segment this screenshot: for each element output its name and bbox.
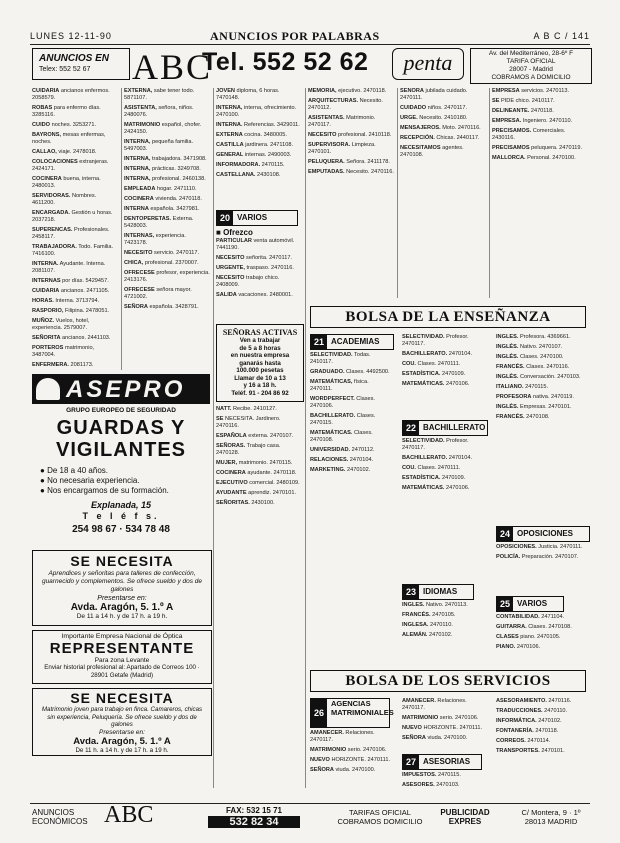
asepro-logo: ASEPRO [66, 376, 186, 403]
classified-listing: ARQUITECTURAS. Necesito. 2470112. [308, 98, 383, 111]
classified-listing: INTERNA. Ayudante. Interna. 2081107. [32, 261, 106, 274]
footer-phone: 532 82 34 [208, 816, 300, 828]
classified-listing: CLASES piano. 2470105. [496, 634, 561, 640]
varios-listings [496, 614, 588, 664]
classified-listing: SUPERVISORA. Limpieza. 2470101. [308, 142, 376, 155]
classified-listing: NECESITO trabajo chico. 2408009. [216, 275, 280, 288]
classified-listing: EMPUTADAS. Necesito. 2470116. [308, 169, 394, 175]
asepro-phones: 254 98 67 · 534 78 48 [72, 524, 170, 535]
category-varios [216, 210, 298, 226]
classified-listing: INTERNA española. 3427981. [124, 206, 200, 212]
classified-listing: INGLÉS. Nativo. 2470113. [402, 602, 468, 608]
footer-address [514, 808, 588, 826]
classified-listing: SEÑORITA ancianos. 2441103. [32, 335, 111, 341]
classified-listing: ESPAÑOLA externa. 2470107. [216, 433, 294, 439]
servicios-listings-3 [496, 698, 588, 796]
category-number: 24 [497, 527, 513, 541]
anuncios-box [32, 48, 130, 80]
bolsa-ensenanza-title: BOLSA DE LA ENSEÑANZA [310, 306, 586, 328]
classified-listing: MATEMÁTICAS, física. 2470111. [310, 379, 369, 392]
category-agencias [310, 698, 394, 728]
classified-column-1 [32, 88, 118, 370]
category-varios-2 [496, 596, 564, 612]
classified-listing: ESTADÍSTICA. 2470109. [402, 475, 466, 481]
classified-listing: RECEPCIÓN. Chicas. 2440117. [400, 135, 480, 141]
classified-column-2 [124, 88, 210, 350]
classified-listing: JOVEN diploma, 6 horas. 7470148. [216, 88, 280, 101]
classified-listing: ASESORES. 2470103. [402, 782, 460, 788]
classified-listing: INTERNA, prácticas. 3249708. [124, 166, 201, 172]
classified-listing: INFORMÁTICA. 2470102. [496, 718, 562, 724]
classified-listing: FRANCÉS. Clases. 2470116. [496, 364, 570, 370]
classified-listing: SELECTIVIDAD. Profesor. 2470117. [402, 334, 469, 347]
footer-fax: FAX: 532 15 71 [225, 806, 283, 815]
anuncios-label: ANUNCIOS EN [39, 53, 110, 64]
classified-listing: SEÑORA viuda. 2470100. [402, 735, 468, 741]
classified-listing: SE PIDE chico. 2410117. [492, 98, 555, 104]
classified-listing: CASTILLA jardinera. 2471108. [216, 142, 293, 148]
classified-listing: DENTOPERETAS. Externa. 5428003. [124, 216, 194, 229]
vigilantes-heading: VIGILANTES [55, 439, 186, 461]
classified-listing: UNIVERSIDAD. 2470112. [310, 447, 375, 453]
senoras-line: 100.000 pesetas [236, 367, 284, 374]
classified-listing: EMPRESA servicios. 2470113. [492, 88, 570, 94]
classified-listing: GUITARRA. Clases. 2470108. [496, 624, 572, 630]
category-label: VARIOS [517, 599, 548, 608]
classified-listing: EMPLEADA hogar. 2471110. [124, 186, 197, 192]
classified-listing: SUPERENCAS. Profesionales. 2458117. [32, 227, 110, 240]
asepro-ad [32, 374, 210, 544]
classified-listing: INGLESA. 2470110. [402, 622, 453, 628]
addr-line: TARIFA OFICIAL [506, 58, 556, 65]
classified-listing: URGENTE, traspaso. 2470116. [216, 265, 294, 271]
oposiciones-listings [496, 544, 588, 594]
footer-line: PUBLICIDAD [440, 808, 490, 817]
necesita-body: Aprendices y señoritas para talleres de confección, guarnecido y complementos. Se ofrece sueldo y dos de galones [41, 570, 203, 593]
classified-column-3 [216, 88, 302, 206]
classified-listing: GENERAL internas. 2490003. [216, 152, 292, 158]
category-label: AGENCIAS MATRIMONIALES [331, 699, 394, 717]
classified-listing: BACHILLERATO. 2470104. [402, 351, 473, 357]
classified-listing: SEÑORA viuda. 2470100. [310, 767, 376, 773]
classified-listing: CHICA, profesional. 2370007. [124, 260, 199, 266]
classified-listing: COLOCACIONES extranjeras. 2424171. [32, 159, 109, 172]
bachillerato-listings [402, 438, 486, 578]
classified-listing: ASISTENTA, señora, niños. 2480076. [124, 105, 194, 118]
classified-column-3b [216, 238, 302, 318]
agencias-listings [310, 730, 394, 790]
classified-listing: AMANECER. Relaciones. 2470117. [310, 730, 375, 743]
senoras-line: ganarás hasta [239, 359, 281, 367]
necesita-address: Avda. Aragón, 5. 1.º A [70, 602, 174, 613]
classified-listing: INTERNA, pequeña familia. 5497003. [124, 139, 194, 152]
category-number: 22 [403, 421, 419, 435]
classified-listing: EMPRESA. Ingeniero. 2470110. [492, 118, 573, 124]
footer-publicidad [430, 808, 500, 826]
classified-listing: INGLÉS. Conversación. 2470103. [496, 374, 581, 380]
classified-listing: OFRECESE señora mayor. 4721002. [124, 287, 192, 300]
classified-listing: AYUDANTE aprendiz. 2470101. [216, 490, 297, 496]
classified-listing: FONTANERÍA. 2470118. [496, 728, 559, 734]
classified-listing: BACHILLERATO. 2470104. [402, 455, 473, 461]
classified-listing: SEÑORAS. Trabajo casa. 2470128. [216, 443, 281, 456]
asepro-subtitle: GRUPO EUROPEO DE SEGURIDAD [66, 407, 176, 414]
category-oposiciones [496, 526, 590, 542]
necesita-hours: De 11 a 14 h. y de 17 h. a 19 h. [76, 613, 168, 620]
category-number: 20 [217, 211, 233, 225]
classified-listing: URGE. Necesito. 2410180. [400, 115, 468, 121]
classified-listing: ASESORAMIENTO. 2470116. [496, 698, 572, 704]
ensenanza-listings-3 [496, 334, 588, 520]
category-number: 23 [403, 585, 419, 599]
necesita-title: SE NECESITA [70, 553, 174, 569]
senoras-line: Ven a trabajar [239, 337, 281, 344]
classified-listing: GRADUADO. Clases. 4492500. [310, 369, 390, 375]
classified-listing: MENSAJEROS. Moto. 2470116. [400, 125, 481, 131]
footer-tarifas [330, 808, 430, 826]
footer-anuncios [32, 808, 88, 826]
classified-listing: INTERNAS por días. 5429457. [32, 278, 109, 284]
classified-listing: INTERNA, profesional. 2460138. [124, 176, 206, 182]
footer-line: C/ Montera, 9 · 1º [521, 808, 581, 817]
header-page: A B C / 141 [533, 31, 590, 41]
asepro-street: Explanada, 15 [90, 500, 152, 510]
category-label: OPOSICIONES [517, 529, 574, 538]
servicios-listings-2 [402, 698, 486, 748]
page-footer [30, 803, 590, 830]
addr-line: Av. del Mediterráneo, 28-6º F [488, 50, 574, 57]
academias-listings [310, 352, 390, 612]
classified-listing: PARTICULAR venta automóvil. 7441190. [216, 238, 295, 251]
senoras-line: Teléf. 91 - 204 86 92 [231, 389, 289, 397]
classified-listing: PELUQUERA. Señora. 2411178. [308, 159, 390, 165]
classified-listing: INGLÉS. Empresas. 2470101. [496, 404, 572, 410]
se-necesita-ad-1 [32, 550, 212, 626]
necesita-pres: Presentarse en: [99, 728, 145, 736]
classified-listing: INTERNA, interna, ofrecimiento. 2470100. [216, 105, 297, 118]
ensenanza-listings-2 [402, 334, 486, 414]
classified-listing: CUIDADO niños. 2470117. [400, 105, 468, 111]
optica-line: Para zona Levante [94, 657, 150, 664]
classified-listing: IMPUESTOS. 2470115. [402, 772, 461, 778]
category-number: 21 [311, 335, 327, 349]
asepro-bullets: ● De 18 a 40 años. ● No necesaria experiencia. ● Nos encargamos de su formación. [40, 466, 169, 495]
classified-listing: ENFERMERA. 2081173. [32, 362, 94, 368]
category-bachillerato [402, 420, 488, 436]
footer-line: TARIFAS OFICIAL [349, 808, 411, 817]
optica-line: Importante Empresa Nacional de Óptica [61, 633, 183, 640]
category-academias [310, 334, 394, 350]
classified-listing: PRECISAMOS. Comerciales. 2430116. [492, 128, 566, 141]
necesita-address: Avda. Aragón, 5. 1.º A [73, 735, 171, 747]
classified-listing: SE NECESITA. Jardinero. 2470116. [216, 416, 281, 429]
classified-listing: SEÑORA jubilada cuidado. 2470111. [400, 88, 468, 101]
necesita-title: SE NECESITA [70, 690, 174, 706]
classified-listing: OFRECESE profesor, experiencia. 2413176. [124, 270, 210, 283]
classified-listing: COU. Clases. 2470111. [402, 361, 461, 367]
bolsa-servicios-title: BOLSA DE LOS SERVICIOS [310, 670, 586, 692]
asesorias-listings [402, 772, 486, 796]
classified-listing: NECESITAMOS agentes. 2470108. [400, 145, 464, 158]
classified-listing: MUÑOZ. Vuelos, hotel, experiencia. 2579007. [32, 318, 90, 331]
classified-column-4 [308, 88, 394, 298]
classified-column-5 [400, 88, 486, 298]
classified-listing: BAYRONS, mesas enfermas, noches. [32, 132, 106, 145]
classified-listing: COCINERA buena, interna. 2480013. [32, 176, 101, 189]
classified-listing: COCINERA ayudante. 2470118. [216, 470, 297, 476]
necesita-body: Matrimonio joven para trabajo en finca. Camareros, chicas sin experiencia, Peluquería. Se ofrece sueldo y dos de galones [41, 706, 203, 728]
classified-listing: BACHILLERATO. Clases. 2470115. [310, 413, 376, 426]
classified-listing: ENCARGADA. Gestión u horas. 2037218. [32, 210, 113, 223]
classified-column-3c [216, 406, 302, 786]
classified-listing: MALLORCA. Personal. 2470100. [492, 155, 576, 161]
asepro-bullet: Nos encargamos de su formación. [47, 486, 169, 495]
senoras-activas-ad [216, 324, 304, 402]
classified-listing: NECESITO señorita. 2470117. [216, 255, 292, 261]
classified-listing: ALEMÁN. 2470102. [402, 632, 453, 638]
classified-listing: FRANCÉS. 2470105. [402, 612, 456, 618]
guardas-heading: GUARDAS Y [56, 417, 186, 439]
representante-ad [32, 630, 212, 684]
newspaper-page [30, 28, 590, 828]
footer-line: ANUNCIOS [32, 808, 75, 817]
header-date: LUNES 12-11-90 [30, 31, 112, 41]
classified-listing: DELINEANTE. 2470118. [492, 108, 554, 114]
classified-listing: SEÑORA española. 3428791. [124, 304, 199, 310]
senoras-line: y 16 a 18 h. [243, 382, 277, 389]
classified-listing: MATEMÁTICAS. Clases. 2470108. [310, 430, 373, 443]
classified-listing: FRANCÉS. 2470108. [496, 414, 550, 420]
senoras-title: SEÑORAS ACTIVAS [222, 328, 298, 337]
top-banner [32, 47, 588, 87]
classified-listing: INGLÉS. Clases. 2470100. [496, 354, 564, 360]
classified-listing: PORTEROS matrimonio, 3487004. [32, 345, 95, 358]
classified-listing: SEÑORITAS. 2430100. [216, 500, 275, 506]
se-necesita-ad-2 [32, 688, 212, 756]
classified-listing: CASTELLANA. 2430108. [216, 172, 281, 178]
ofrezco-heading: ■ Ofrezco [216, 228, 253, 237]
classified-listing: NATT. Recibe. 2410127. [216, 406, 277, 412]
classified-listing: COU. Clases. 2470111. [402, 465, 461, 471]
banner-phone: Tel. 552 52 62 [202, 48, 369, 76]
classified-listing: RASPORIO, Filipina. 2478051. [32, 308, 110, 314]
senoras-body [217, 337, 303, 397]
classified-listing: CONTABILIDAD. 2471104. [496, 614, 565, 620]
classified-listing: CUIDARIA ancianos. 2471105. [32, 288, 110, 294]
footer-line: COBRAMOS DOMICILIO [337, 817, 423, 826]
category-label: IDIOMAS [423, 587, 458, 596]
penta-logo: penta [392, 48, 464, 80]
header-title: ANUNCIOS POR PALABRAS [210, 29, 380, 43]
classified-listing: INGLÉS. Profesora. 4369661. [496, 334, 571, 340]
classified-listing: WORDPERFECT. Clases. 2470106. [310, 396, 375, 409]
category-label: ASESORIAS [423, 757, 471, 766]
anuncios-telex: Telex: 552 52 67 [39, 66, 91, 73]
necesita-pres: Presentarse en: [97, 595, 147, 602]
classified-listing: EJECUTIVO comercial. 2480109. [216, 480, 300, 486]
category-number: 27 [403, 755, 419, 769]
classified-listing: SALIDA vacaciones. 2480001. [216, 292, 293, 298]
addr-line: 28007 - Madrid [509, 66, 553, 73]
category-label: ACADEMIAS [331, 337, 380, 346]
footer-line: EXPRES [448, 817, 482, 826]
classified-listing: TRABAJADORA. Todo. Familia. 7416100. [32, 244, 114, 257]
classified-listing: PRECISAMOS peluquera. 2470119. [492, 145, 583, 151]
classified-listing: INTERNA, trabajadora. 3471908. [124, 156, 207, 162]
classified-listing: CALLAO, viaje. 2478018. [32, 149, 97, 155]
senoras-line: Llamar de 10 a 13 [234, 374, 286, 382]
footer-abc-logo: ABC [104, 802, 154, 828]
classified-listing: POLICÍA. Preparación. 2470107. [496, 554, 579, 560]
classified-listing: ASISTENTAS. Matrimonio. 2470117. [308, 115, 376, 128]
ofrezco-label: Ofrezco [223, 228, 253, 237]
classified-listing: TRANSPORTES. 2470101. [496, 748, 565, 754]
classified-listing: CORREOS. 2470114. [496, 738, 551, 744]
classified-listing: INTERNA. Referencias. 3429011. [216, 122, 300, 128]
classified-listing: MATEMÁTICAS. 2470106. [402, 485, 470, 491]
classified-listing: SELECTIVIDAD. Todas. 2410117. [310, 352, 371, 365]
classified-listing: EXTERNA, sabe tener todo. 5871107. [124, 88, 195, 101]
classified-listing: ROBAS para enfermo días. 3285116. [32, 105, 101, 118]
optica-line: Enviar historial profesional al: Apartado de Correos 100 · 28901 Getafe (Madrid) [44, 664, 200, 679]
classified-listing: ITALIANO. 2470115. [496, 384, 549, 390]
classified-listing: NECESITO profesional. 2410118. [308, 132, 392, 138]
senoras-line: de 5 a 8 horas [239, 344, 281, 352]
classified-listing: ESTADÍSTICA. 2470109. [402, 371, 466, 377]
asepro-tel-label: T e l é f s. [82, 511, 160, 521]
classified-listing: PROFESORA nativa. 2470119. [496, 394, 574, 400]
classified-listing: INGLÉS. Nativo. 2470107. [496, 344, 563, 350]
classified-listing: MARKETING. 2470102. [310, 467, 371, 473]
footer-line: 28013 MADRID [524, 817, 578, 826]
asepro-bullet: De 18 a 40 años. [47, 466, 108, 475]
category-label: BACHILLERATO [423, 423, 486, 432]
classified-listing: HORAS. Interna. 3713794. [32, 298, 100, 304]
footer-line: ECONÓMICOS [32, 817, 88, 826]
classified-listing: INFORMADORA. 2470115. [216, 162, 285, 168]
representante-heading: REPRESENTANTE [49, 640, 195, 657]
classified-listing: EXTERNA cocina. 3480005. [216, 132, 287, 138]
classified-listing: PIANO. 2470106. [496, 644, 541, 650]
necesita-hours: De 11 h. a 14 h. y de 17 h. a 19 h. [75, 746, 169, 754]
addr-line: COBRAMOS A DOMICILIO [491, 74, 571, 81]
classified-listing: CUIDARIA ancianos enfermos. 2058579. [32, 88, 110, 101]
classified-listing: RELACIONES. 2470104. [310, 457, 374, 463]
classified-listing: SERVIDORAS. Nombres. 4611200. [32, 193, 97, 206]
classified-listing: MATRIMONIO serio. 2470106. [402, 715, 479, 721]
classified-listing: MATEMÁTICAS. 2470106. [402, 381, 470, 387]
classified-listing: SELECTIVIDAD. Profesor. 2470117. [402, 438, 469, 451]
classified-listing: OPOSICIONES. Justicia. 2470111. [496, 544, 583, 550]
asepro-bullet: No necesaria experiencia. [47, 476, 140, 485]
penta-address [470, 48, 592, 84]
classified-listing: NUEVO HORIZONTE. 2470111. [310, 757, 391, 763]
classified-listing: INTERNAS, experiencia. 7423178. [124, 233, 186, 246]
abc-logo: ABC [132, 47, 213, 87]
classified-listing: TRADUCCIONES. 2470110. [496, 708, 568, 714]
category-idiomas [402, 584, 474, 600]
category-asesorias [402, 754, 482, 770]
page-header [30, 28, 590, 45]
classified-listing: MEMORIA, ejecutivo. 2470118. [308, 88, 387, 94]
classified-listing: MATRIMONIO español, chofer. 2424150. [124, 122, 202, 135]
classified-column-6 [492, 88, 588, 298]
classified-listing: AMANECER. Relaciones. 2470117. [402, 698, 467, 711]
classified-listing: NECESITO servicio. 2470117. [124, 250, 200, 256]
classified-listing: CUIDO noches. 3253271. [32, 122, 97, 128]
category-number: 25 [497, 597, 513, 611]
category-label: VARIOS [237, 213, 268, 222]
classified-listing: MUJER, matrimonio. 2470115. [216, 460, 293, 466]
classified-listing: NUEVO HORIZONTE. 2470111. [402, 725, 483, 731]
classified-listing: COCINERA vivienda. 2470118. [124, 196, 202, 202]
senoras-line: en nuestra empresa [230, 352, 290, 359]
category-number: 26 [311, 699, 327, 727]
classified-listing: MATRIMONIO serio. 2470106. [310, 747, 387, 753]
idiomas-listings [402, 602, 486, 662]
